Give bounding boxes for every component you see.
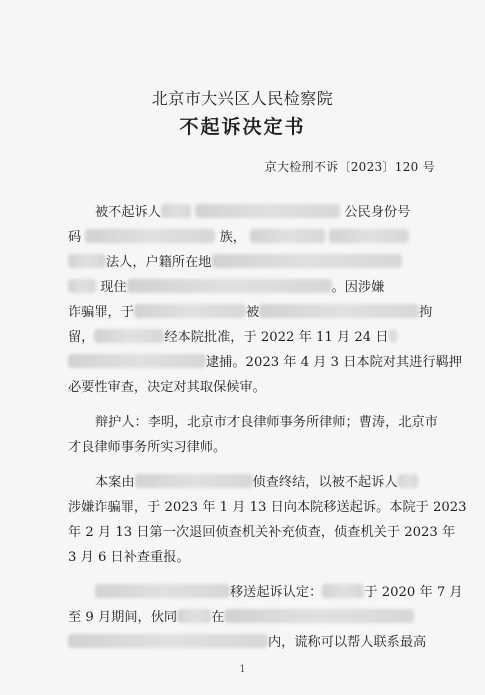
document-title: 不起诉决定书 (179, 116, 306, 138)
paragraph-defense-counsel (68, 410, 440, 460)
text-line: 年 2 月 13 日第一次退回侦查机关补充侦查，侦查机关于 2023 年 (68, 525, 456, 540)
text-line: 诈骗罪，于 被 拘 (68, 305, 433, 320)
text-line: 至 9 月期间，伙同 在 (68, 605, 440, 630)
procuratorate-name: 北京市大兴区人民检察院 (151, 89, 334, 108)
text-line: 移送起诉认定： 于 2020 年 7 月 (68, 580, 440, 605)
document-body (68, 200, 467, 665)
text-line: 逮捕。2023 年 4 月 3 日本院对其进行羁押 (68, 350, 440, 375)
page-number: 1 (239, 664, 246, 675)
text-line: 被不起诉人 公民身份号 (95, 205, 411, 220)
text-line: 才良律师事务所实习律师。 (68, 440, 227, 455)
text-line: 3 月 6 日补查重报。 (68, 550, 190, 565)
text-line: 必要性审查，决定对其取保候审。 (68, 380, 266, 395)
paragraph-defendant (68, 200, 462, 400)
text-line: 现住 。因涉嫌 (68, 275, 440, 300)
text-line: 法人，户籍所在地 (68, 250, 440, 275)
text-line: 辩护人：李明，北京市才良律师事务所律师；曹涛，北京市 (95, 415, 438, 430)
text-line: 本案由 侦查终结，以被不起诉人 (68, 470, 440, 495)
paragraph-charges (68, 580, 463, 655)
text-line: 涉嫌诈骗罪，于 2023 年 1 月 13 日向本院移送起诉。本院于 2023 (68, 500, 467, 515)
paragraph-case-history (68, 470, 467, 570)
document-number: 京大检刑不诉〔2023〕120 号 (264, 160, 435, 174)
text-line: 留， 经本院批准，于 2022 年 11 月 24 日 (68, 325, 440, 350)
text-line: 内，谎称可以帮人联系最高 (68, 630, 440, 655)
text-line: 码 族， (68, 225, 440, 250)
